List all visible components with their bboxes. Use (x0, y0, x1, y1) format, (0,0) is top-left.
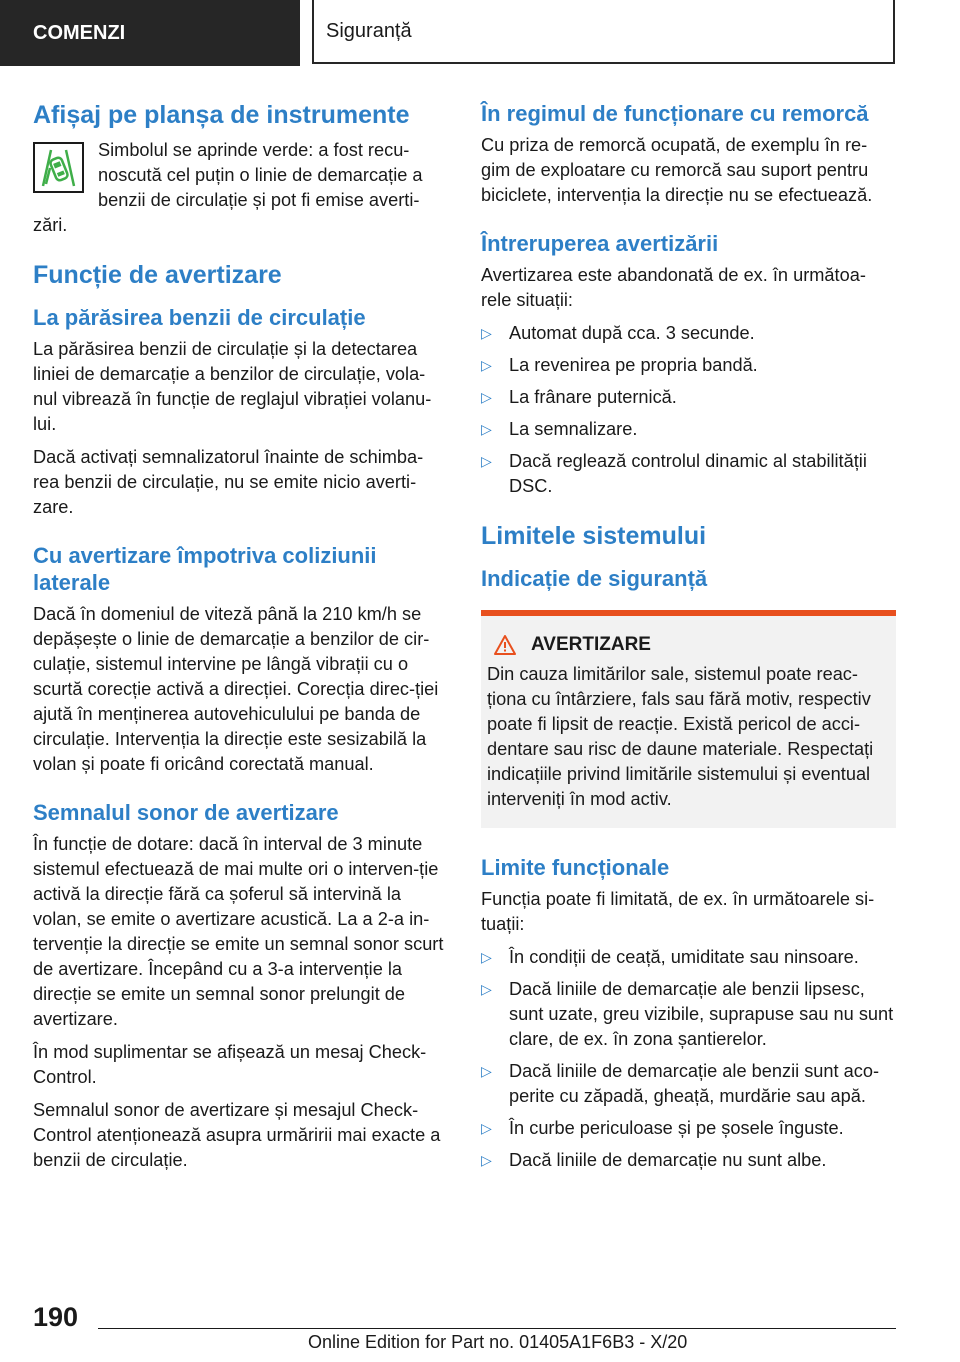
list-item: ▷ În curbe periculoase și pe șosele înguste. (481, 1116, 896, 1141)
bullet-icon: ▷ (481, 1152, 492, 1168)
page-number: 190 (33, 1302, 79, 1332)
right-column (481, 100, 896, 1181)
list-item: ▷ La frânare puternică. (481, 385, 896, 410)
bullet-icon: ▷ (481, 325, 492, 341)
chapter-tab: COMENZI (0, 0, 300, 66)
list-item: ▷ La revenirea pe propria bandă. (481, 353, 896, 378)
bullet-icon: ▷ (481, 453, 492, 469)
heading-safety-note: Indicație de siguranță (481, 566, 708, 591)
heading-collision: Cu avertizare împotriva coliziunii laterale (33, 543, 377, 595)
warning-text: Din cauza limitărilor sale, sistemul poate reac-ționa cu întârziere, fals sau fără motiv, respectiv poate fi lipsit de reacție. Există pericol de acci-dentare sau risc de daune materiale. Respectați indicațiile privind limitările sistemului și eventual interveniți în mod activ. (487, 664, 874, 809)
warning-box (481, 610, 896, 828)
left-column (33, 100, 448, 1181)
symbol-text: Simbolul se aprinde verde: a fost recu-noscută cel puțin o linie de demarcație a benzii de circulație și pot fi emise averti-zări. (33, 140, 423, 235)
heading-system-limits: Limitele sistemului (481, 522, 707, 550)
bullet-icon: ▷ (481, 1063, 492, 1079)
functional-list (481, 945, 896, 1173)
list-item: ▷ Automat după cca. 3 secunde. (481, 321, 896, 346)
list-item: ▷ Dacă liniile de demarcație ale benzii lipsesc, sunt uzate, greu vizibile, suprapuse sau nu sunt clare, de ex. în zona șantierelor. (481, 979, 894, 1049)
paragraph-sound-3: Semnalul sonor de avertizare și mesajul Check-Control atenționează asupra urmăririi mai exacte a benzii de circulație. (33, 1100, 441, 1170)
page-footer (0, 1290, 960, 1362)
bullet-icon: ▷ (481, 389, 492, 405)
list-item: ▷ La semnalizare. (481, 417, 896, 442)
paragraph-leave-1: La părăsirea benzii de circulație și la detectarea liniei de demarcație a benzilor de circulație, vola-nul vibrează în funcție de reglajul vibrației volanu-lui. (33, 339, 432, 434)
bullet-icon: ▷ (481, 357, 492, 373)
bullet-icon: ▷ (481, 981, 492, 997)
paragraph-functional: Funcția poate fi limitată, de ex. în următoarele si-tuații: (481, 889, 875, 934)
heading-functional-limits: Limite funcționale (481, 855, 670, 880)
paragraph-leave-2: Dacă activați semnalizatorul înainte de schimba-rea benzii de circulație, nu se emite nicio averti-zare. (33, 447, 424, 517)
footer-divider (98, 1328, 896, 1329)
bullet-icon: ▷ (481, 1120, 492, 1136)
heading-trailer: În regimul de funcționare cu remorcă (481, 101, 869, 126)
paragraph-collision: Dacă în domeniul de viteză până la 210 km/h se depășește o linie de demarcație a benzilor de cir-culație, sistemul intervine pe lângă vibrații cu o scurtă corecție activă a direcției. Corecția direc-ției ajută în menținerea autovehiculului pe banda de circulație. Intervenția la direcție este sesizabilă la volan și poate fi oricând corectată manual. (33, 604, 439, 774)
warning-triangle-icon (493, 634, 517, 656)
page-header (0, 0, 960, 66)
heading-display: Afișaj pe planșa de instrumente (33, 101, 410, 129)
bullet-icon: ▷ (481, 949, 492, 965)
heading-warning-function: Funcție de avertizare (33, 261, 282, 289)
paragraph-sound-1: În funcție de dotare: dacă în interval de 3 minute sistemul efectuează de mai multe ori o interven-ție activă la direcție fără ca șoferul să intervină la volan, se emite o avertizare acustică. La a 2-a in-tervenție la direcție se emite un semnal sonor scurt de avertizare. Începând cu a 3-a intervenție la direcție se emite un semnal sonor prelungit de avertizare. (33, 834, 444, 1029)
heading-interrupt: Întreruperea avertizării (481, 231, 719, 256)
list-item: ▷ Dacă liniile de demarcație nu sunt albe. (481, 1148, 896, 1173)
interrupt-list (481, 321, 896, 499)
lane-departure-icon (33, 142, 84, 193)
paragraph-trailer: Cu priza de remorcă ocupată, de exemplu în re-gim de exploatare cu remorcă sau suport pentru biciclete, intervenția la direcție nu se efectuează. (481, 135, 873, 205)
heading-warning-sound: Semnalul sonor de avertizare (33, 800, 339, 825)
list-item: ▷ Dacă liniile de demarcație ale benzii sunt aco-perite cu zăpadă, gheață, murdărie sau apă. (481, 1061, 880, 1106)
edition-text: Online Edition for Part no. 01405A1F6B3 - X/20 (308, 1332, 688, 1352)
list-item: ▷ În condiții de ceață, umiditate sau ninsoare. (481, 945, 896, 970)
warning-title: AVERTIZARE (531, 634, 651, 655)
heading-leaving-lane: La părăsirea benzii de circulație (33, 305, 366, 330)
bullet-icon: ▷ (481, 421, 492, 437)
paragraph-interrupt: Avertizarea este abandonată de ex. în următoa-rele situații: (481, 265, 866, 310)
list-item: ▷ Dacă reglează controlul dinamic al stabilității DSC. (481, 451, 867, 496)
section-tab: Siguranță (312, 0, 895, 64)
symbol-paragraph (33, 138, 448, 238)
paragraph-sound-2: În mod suplimentar se afișează un mesaj Check-Control. (33, 1042, 427, 1087)
